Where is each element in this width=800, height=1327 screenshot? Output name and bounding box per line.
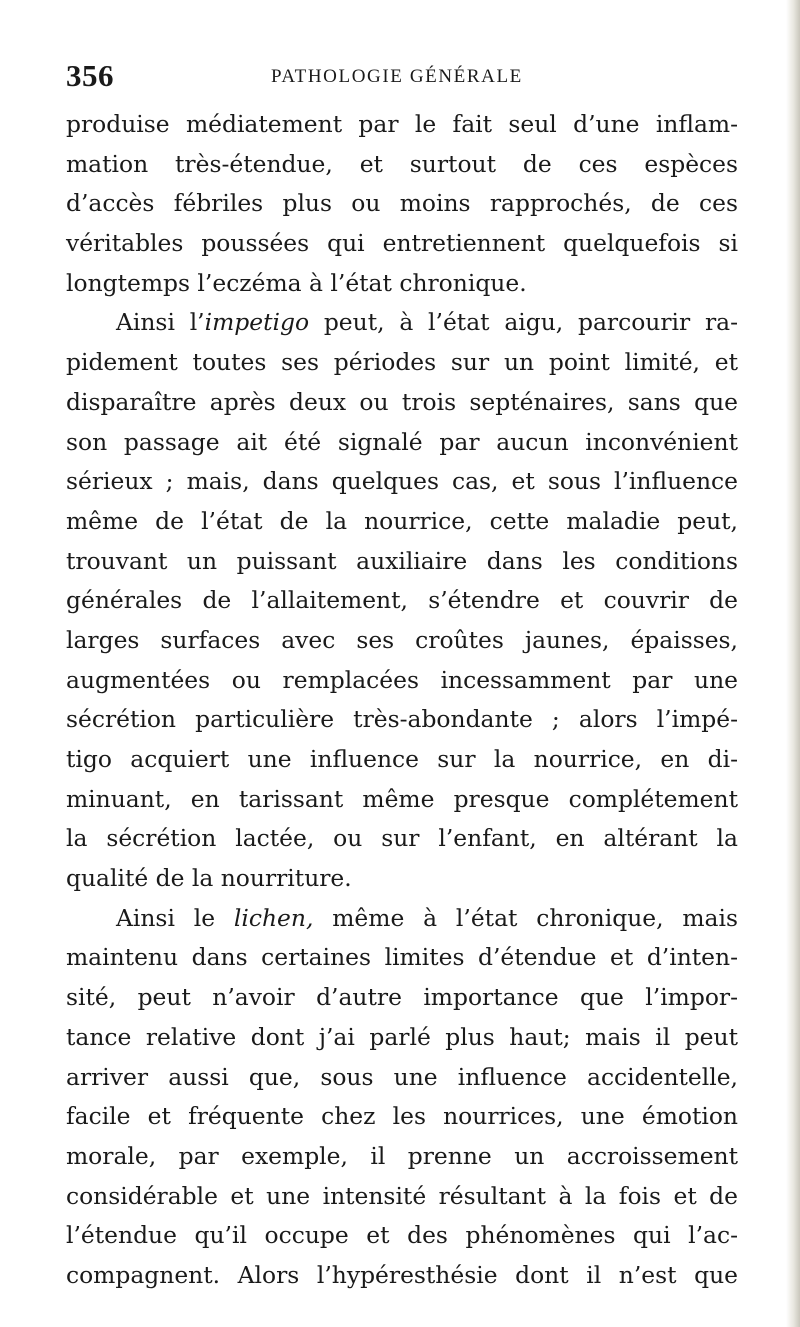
text-line: l’étendue qu’il occupe et des phénomènes qui l’ac- (66, 1221, 738, 1250)
text-line: minuant, en tarissant même presque complétement (66, 784, 738, 813)
text-line: longtemps l’eczéma à l’état chronique. (66, 268, 527, 297)
body-text (66, 105, 738, 1296)
text-line: larges surfaces avec ses croûtes jaunes, épaisses, (66, 625, 738, 654)
text-line: véritables poussées qui entretiennent quelquefois si (66, 229, 738, 258)
text-line: augmentées ou remplacées incessamment par une (66, 665, 738, 694)
text-line: produise médiatement par le fait seul d’une inflam- (66, 110, 738, 138)
text-line: d’accès fébriles plus ou moins rapprochés, de ces (66, 189, 738, 218)
page-edge-shadow (786, 0, 800, 1327)
page-header (66, 58, 736, 98)
text-line: sité, peut n’avoir d’autre importance que l’impor- (66, 983, 738, 1012)
italic-term-impetigo: impetigo (204, 308, 310, 337)
text-line: facile et fréquente chez les nourrices, une émotion (66, 1102, 738, 1131)
italic-term-lichen: lichen, (233, 903, 314, 932)
text-line: sécrétion particulière très-abondante ; alors l’impé- (66, 705, 738, 734)
running-title: PATHOLOGIE GÉNÉRALE (271, 66, 523, 87)
text-line: maintenu dans certaines limites d’étendue et d’inten- (66, 943, 738, 972)
text-line: qualité de la nourriture. (66, 864, 352, 893)
text-fragment: peut, à l’état aigu, parcourir ra- (309, 308, 738, 337)
text-line: tance relative dont j’ai parlé plus haut; mais il peut (66, 1022, 738, 1051)
page-number: 356 (66, 58, 114, 93)
text-line: la sécrétion lactée, ou sur l’enfant, en altérant la (66, 824, 738, 853)
text-line: considérable et une intensité résultant à la fois et de (66, 1181, 738, 1210)
paragraph-first-line (66, 899, 738, 939)
text-fragment: même à l’état chronique, mais (313, 903, 738, 932)
text-line: générales de l’allaitement, s’étendre et couvrir de (66, 586, 738, 615)
text-line: arriver aussi que, sous une influence accidentelle, (66, 1062, 738, 1091)
text-line: son passage ait été signalé par aucun inconvénient (66, 427, 738, 456)
text-line: mation très-étendue, et surtout de ces espèces (66, 149, 738, 178)
text-fragment: Ainsi l’ (116, 308, 205, 337)
text-line: compagnent. Alors l’hypéresthésie dont il n’est que (66, 1260, 738, 1289)
text-line: disparaître après deux ou trois septénaires, sans que (66, 387, 738, 416)
paragraph-first-line (66, 303, 738, 343)
text-fragment: Ainsi le (116, 903, 234, 932)
text-line: pidement toutes ses périodes sur un point limité, et (66, 348, 738, 377)
text-line: morale, par exemple, il prenne un accroissement (66, 1141, 738, 1170)
text-line: trouvant un puissant auxiliaire dans les conditions (66, 546, 738, 575)
text-line: même de l’état de la nourrice, cette maladie peut, (66, 506, 738, 535)
text-line: tigo acquiert une influence sur la nourrice, en di- (66, 745, 738, 773)
text-line: sérieux ; mais, dans quelques cas, et sous l’influence (66, 467, 738, 496)
